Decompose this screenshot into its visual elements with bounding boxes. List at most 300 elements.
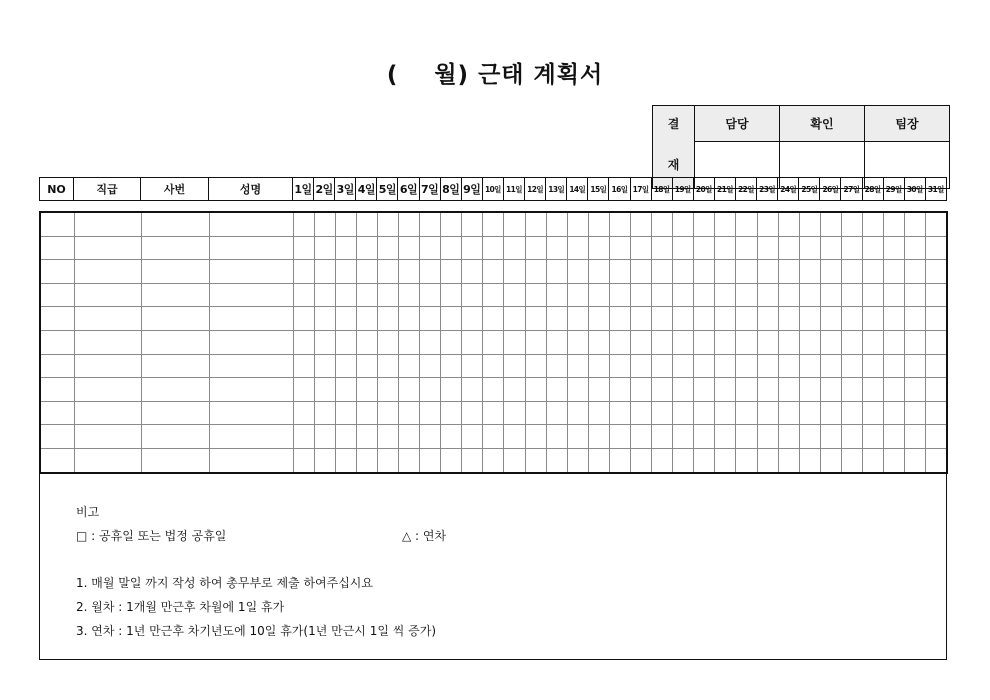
- grid-cell[interactable]: [778, 401, 799, 425]
- grid-cell[interactable]: [420, 425, 441, 449]
- grid-cell[interactable]: [504, 425, 525, 449]
- grid-cell[interactable]: [377, 236, 398, 260]
- grid-cell[interactable]: [356, 448, 377, 472]
- grid-cell[interactable]: [884, 212, 905, 236]
- grid-cell[interactable]: [314, 354, 335, 378]
- grid-cell[interactable]: [673, 448, 694, 472]
- grid-cell[interactable]: [314, 236, 335, 260]
- grid-cell[interactable]: [841, 260, 862, 284]
- grid-cell[interactable]: [525, 260, 546, 284]
- grid-cell[interactable]: [377, 307, 398, 331]
- grid-cell[interactable]: [462, 236, 483, 260]
- grid-cell[interactable]: [631, 425, 652, 449]
- grid-cell[interactable]: [377, 354, 398, 378]
- grid-cell[interactable]: [441, 378, 462, 402]
- grid-cell[interactable]: [799, 212, 820, 236]
- grid-cell[interactable]: [926, 354, 947, 378]
- grid-cell[interactable]: [398, 330, 419, 354]
- grid-cell[interactable]: [293, 212, 314, 236]
- grid-cell[interactable]: [926, 330, 947, 354]
- grid-cell[interactable]: [588, 378, 609, 402]
- grid-cell[interactable]: [74, 448, 141, 472]
- grid-cell[interactable]: [799, 236, 820, 260]
- grid-cell[interactable]: [462, 448, 483, 472]
- grid-cell[interactable]: [631, 354, 652, 378]
- grid-cell[interactable]: [631, 378, 652, 402]
- grid-cell[interactable]: [652, 354, 673, 378]
- grid-cell[interactable]: [778, 260, 799, 284]
- grid-cell[interactable]: [483, 425, 504, 449]
- grid-cell[interactable]: [778, 212, 799, 236]
- grid-cell[interactable]: [863, 260, 884, 284]
- grid-cell[interactable]: [609, 354, 630, 378]
- grid-cell[interactable]: [905, 260, 926, 284]
- grid-cell[interactable]: [778, 236, 799, 260]
- grid-cell[interactable]: [905, 236, 926, 260]
- grid-cell[interactable]: [420, 283, 441, 307]
- grid-cell[interactable]: [715, 260, 736, 284]
- grid-cell[interactable]: [778, 330, 799, 354]
- grid-cell[interactable]: [462, 212, 483, 236]
- grid-cell[interactable]: [335, 260, 356, 284]
- grid-cell[interactable]: [884, 401, 905, 425]
- grid-cell[interactable]: [40, 378, 74, 402]
- grid-cell[interactable]: [209, 354, 293, 378]
- grid-cell[interactable]: [441, 448, 462, 472]
- grid-cell[interactable]: [483, 236, 504, 260]
- grid-cell[interactable]: [609, 212, 630, 236]
- grid-cell[interactable]: [293, 401, 314, 425]
- grid-cell[interactable]: [335, 212, 356, 236]
- grid-cell[interactable]: [736, 283, 757, 307]
- grid-cell[interactable]: [546, 307, 567, 331]
- grid-cell[interactable]: [926, 378, 947, 402]
- grid-cell[interactable]: [631, 260, 652, 284]
- grid-cell[interactable]: [567, 236, 588, 260]
- grid-cell[interactable]: [546, 378, 567, 402]
- grid-cell[interactable]: [141, 330, 209, 354]
- grid-cell[interactable]: [841, 425, 862, 449]
- grid-cell[interactable]: [314, 260, 335, 284]
- grid-cell[interactable]: [841, 236, 862, 260]
- grid-cell[interactable]: [884, 236, 905, 260]
- grid-cell[interactable]: [841, 212, 862, 236]
- grid-cell[interactable]: [293, 307, 314, 331]
- grid-cell[interactable]: [652, 283, 673, 307]
- grid-cell[interactable]: [631, 212, 652, 236]
- grid-cell[interactable]: [926, 307, 947, 331]
- grid-cell[interactable]: [736, 236, 757, 260]
- grid-cell[interactable]: [74, 354, 141, 378]
- grid-cell[interactable]: [293, 354, 314, 378]
- grid-cell[interactable]: [926, 448, 947, 472]
- grid-cell[interactable]: [631, 236, 652, 260]
- grid-cell[interactable]: [398, 448, 419, 472]
- grid-cell[interactable]: [841, 307, 862, 331]
- grid-cell[interactable]: [757, 401, 778, 425]
- grid-cell[interactable]: [441, 401, 462, 425]
- grid-cell[interactable]: [631, 307, 652, 331]
- grid-cell[interactable]: [525, 448, 546, 472]
- grid-cell[interactable]: [209, 401, 293, 425]
- grid-cell[interactable]: [694, 236, 715, 260]
- grid-cell[interactable]: [546, 260, 567, 284]
- grid-cell[interactable]: [863, 354, 884, 378]
- grid-cell[interactable]: [905, 354, 926, 378]
- grid-cell[interactable]: [609, 260, 630, 284]
- grid-cell[interactable]: [504, 330, 525, 354]
- grid-cell[interactable]: [504, 401, 525, 425]
- grid-cell[interactable]: [420, 354, 441, 378]
- grid-cell[interactable]: [926, 283, 947, 307]
- grid-cell[interactable]: [799, 425, 820, 449]
- grid-cell[interactable]: [567, 283, 588, 307]
- grid-cell[interactable]: [504, 260, 525, 284]
- grid-cell[interactable]: [314, 378, 335, 402]
- grid-cell[interactable]: [884, 283, 905, 307]
- grid-cell[interactable]: [40, 307, 74, 331]
- grid-cell[interactable]: [141, 378, 209, 402]
- grid-cell[interactable]: [398, 354, 419, 378]
- grid-cell[interactable]: [609, 425, 630, 449]
- grid-cell[interactable]: [820, 260, 841, 284]
- grid-cell[interactable]: [209, 236, 293, 260]
- grid-cell[interactable]: [525, 354, 546, 378]
- grid-cell[interactable]: [546, 330, 567, 354]
- grid-cell[interactable]: [694, 283, 715, 307]
- grid-cell[interactable]: [652, 330, 673, 354]
- grid-cell[interactable]: [863, 378, 884, 402]
- grid-cell[interactable]: [715, 330, 736, 354]
- grid-cell[interactable]: [778, 307, 799, 331]
- grid-cell[interactable]: [398, 378, 419, 402]
- grid-cell[interactable]: [863, 283, 884, 307]
- grid-cell[interactable]: [820, 378, 841, 402]
- grid-cell[interactable]: [377, 330, 398, 354]
- grid-cell[interactable]: [40, 260, 74, 284]
- grid-cell[interactable]: [778, 283, 799, 307]
- grid-cell[interactable]: [504, 354, 525, 378]
- grid-cell[interactable]: [673, 330, 694, 354]
- grid-cell[interactable]: [356, 212, 377, 236]
- grid-cell[interactable]: [141, 236, 209, 260]
- grid-cell[interactable]: [588, 448, 609, 472]
- grid-cell[interactable]: [863, 401, 884, 425]
- grid-cell[interactable]: [588, 212, 609, 236]
- grid-cell[interactable]: [631, 330, 652, 354]
- grid-cell[interactable]: [905, 378, 926, 402]
- grid-cell[interactable]: [841, 448, 862, 472]
- grid-cell[interactable]: [609, 448, 630, 472]
- grid-cell[interactable]: [209, 212, 293, 236]
- grid-cell[interactable]: [673, 260, 694, 284]
- grid-cell[interactable]: [40, 425, 74, 449]
- grid-cell[interactable]: [40, 401, 74, 425]
- grid-cell[interactable]: [757, 260, 778, 284]
- grid-cell[interactable]: [673, 425, 694, 449]
- grid-cell[interactable]: [398, 401, 419, 425]
- grid-cell[interactable]: [462, 378, 483, 402]
- grid-cell[interactable]: [715, 307, 736, 331]
- grid-cell[interactable]: [736, 425, 757, 449]
- grid-cell[interactable]: [209, 307, 293, 331]
- grid-cell[interactable]: [293, 260, 314, 284]
- grid-cell[interactable]: [441, 354, 462, 378]
- grid-cell[interactable]: [799, 378, 820, 402]
- grid-cell[interactable]: [420, 448, 441, 472]
- grid-cell[interactable]: [377, 283, 398, 307]
- grid-cell[interactable]: [398, 307, 419, 331]
- grid-cell[interactable]: [441, 307, 462, 331]
- grid-cell[interactable]: [40, 212, 74, 236]
- grid-cell[interactable]: [567, 448, 588, 472]
- grid-cell[interactable]: [757, 236, 778, 260]
- grid-cell[interactable]: [546, 212, 567, 236]
- grid-cell[interactable]: [652, 236, 673, 260]
- grid-cell[interactable]: [356, 354, 377, 378]
- grid-cell[interactable]: [356, 260, 377, 284]
- grid-cell[interactable]: [504, 236, 525, 260]
- grid-cell[interactable]: [567, 425, 588, 449]
- grid-cell[interactable]: [377, 260, 398, 284]
- grid-cell[interactable]: [141, 401, 209, 425]
- grid-cell[interactable]: [74, 330, 141, 354]
- grid-cell[interactable]: [420, 330, 441, 354]
- grid-cell[interactable]: [483, 260, 504, 284]
- grid-cell[interactable]: [757, 307, 778, 331]
- grid-cell[interactable]: [462, 330, 483, 354]
- grid-cell[interactable]: [926, 425, 947, 449]
- grid-cell[interactable]: [40, 354, 74, 378]
- grid-cell[interactable]: [715, 212, 736, 236]
- grid-cell[interactable]: [74, 307, 141, 331]
- grid-cell[interactable]: [905, 425, 926, 449]
- grid-cell[interactable]: [757, 354, 778, 378]
- grid-cell[interactable]: [141, 448, 209, 472]
- grid-cell[interactable]: [567, 212, 588, 236]
- grid-cell[interactable]: [293, 236, 314, 260]
- grid-cell[interactable]: [673, 354, 694, 378]
- grid-cell[interactable]: [483, 307, 504, 331]
- grid-cell[interactable]: [293, 448, 314, 472]
- grid-cell[interactable]: [736, 260, 757, 284]
- grid-cell[interactable]: [757, 283, 778, 307]
- grid-cell[interactable]: [609, 236, 630, 260]
- grid-cell[interactable]: [314, 212, 335, 236]
- grid-cell[interactable]: [483, 354, 504, 378]
- grid-cell[interactable]: [441, 236, 462, 260]
- grid-cell[interactable]: [504, 448, 525, 472]
- grid-cell[interactable]: [736, 330, 757, 354]
- grid-cell[interactable]: [715, 401, 736, 425]
- grid-cell[interactable]: [673, 212, 694, 236]
- grid-cell[interactable]: [715, 378, 736, 402]
- grid-cell[interactable]: [525, 283, 546, 307]
- grid-cell[interactable]: [757, 448, 778, 472]
- grid-cell[interactable]: [335, 401, 356, 425]
- grid-cell[interactable]: [141, 283, 209, 307]
- grid-cell[interactable]: [609, 401, 630, 425]
- grid-cell[interactable]: [884, 330, 905, 354]
- grid-cell[interactable]: [335, 307, 356, 331]
- grid-cell[interactable]: [293, 425, 314, 449]
- grid-cell[interactable]: [863, 236, 884, 260]
- grid-cell[interactable]: [694, 448, 715, 472]
- grid-cell[interactable]: [799, 283, 820, 307]
- grid-cell[interactable]: [652, 401, 673, 425]
- grid-cell[interactable]: [694, 307, 715, 331]
- grid-cell[interactable]: [652, 307, 673, 331]
- grid-cell[interactable]: [40, 283, 74, 307]
- grid-cell[interactable]: [314, 307, 335, 331]
- grid-cell[interactable]: [335, 236, 356, 260]
- grid-cell[interactable]: [799, 260, 820, 284]
- grid-cell[interactable]: [462, 260, 483, 284]
- grid-cell[interactable]: [905, 401, 926, 425]
- grid-cell[interactable]: [863, 448, 884, 472]
- grid-cell[interactable]: [74, 425, 141, 449]
- grid-cell[interactable]: [820, 307, 841, 331]
- grid-cell[interactable]: [631, 283, 652, 307]
- grid-cell[interactable]: [884, 448, 905, 472]
- grid-cell[interactable]: [209, 330, 293, 354]
- grid-cell[interactable]: [293, 283, 314, 307]
- grid-cell[interactable]: [863, 425, 884, 449]
- grid-cell[interactable]: [820, 212, 841, 236]
- grid-cell[interactable]: [736, 307, 757, 331]
- grid-cell[interactable]: [884, 307, 905, 331]
- grid-cell[interactable]: [483, 401, 504, 425]
- grid-cell[interactable]: [546, 448, 567, 472]
- grid-cell[interactable]: [715, 425, 736, 449]
- grid-cell[interactable]: [778, 448, 799, 472]
- grid-cell[interactable]: [673, 283, 694, 307]
- grid-cell[interactable]: [441, 425, 462, 449]
- grid-cell[interactable]: [926, 236, 947, 260]
- grid-cell[interactable]: [694, 330, 715, 354]
- grid-cell[interactable]: [504, 283, 525, 307]
- grid-cell[interactable]: [926, 212, 947, 236]
- grid-cell[interactable]: [609, 378, 630, 402]
- grid-cell[interactable]: [462, 401, 483, 425]
- grid-cell[interactable]: [314, 401, 335, 425]
- grid-cell[interactable]: [757, 212, 778, 236]
- grid-cell[interactable]: [694, 354, 715, 378]
- grid-cell[interactable]: [588, 401, 609, 425]
- grid-cell[interactable]: [652, 260, 673, 284]
- grid-cell[interactable]: [820, 236, 841, 260]
- grid-cell[interactable]: [884, 354, 905, 378]
- grid-cell[interactable]: [314, 448, 335, 472]
- grid-cell[interactable]: [74, 236, 141, 260]
- grid-cell[interactable]: [209, 283, 293, 307]
- grid-cell[interactable]: [863, 307, 884, 331]
- grid-cell[interactable]: [588, 283, 609, 307]
- grid-cell[interactable]: [820, 283, 841, 307]
- grid-cell[interactable]: [736, 212, 757, 236]
- grid-cell[interactable]: [905, 212, 926, 236]
- grid-cell[interactable]: [525, 425, 546, 449]
- grid-cell[interactable]: [588, 236, 609, 260]
- grid-cell[interactable]: [820, 448, 841, 472]
- grid-cell[interactable]: [631, 448, 652, 472]
- grid-cell[interactable]: [335, 330, 356, 354]
- grid-cell[interactable]: [694, 260, 715, 284]
- grid-cell[interactable]: [209, 425, 293, 449]
- grid-cell[interactable]: [863, 212, 884, 236]
- grid-cell[interactable]: [525, 401, 546, 425]
- grid-cell[interactable]: [525, 378, 546, 402]
- grid-cell[interactable]: [673, 401, 694, 425]
- grid-cell[interactable]: [715, 236, 736, 260]
- grid-cell[interactable]: [74, 401, 141, 425]
- grid-cell[interactable]: [757, 425, 778, 449]
- grid-cell[interactable]: [293, 330, 314, 354]
- grid-cell[interactable]: [694, 401, 715, 425]
- grid-cell[interactable]: [652, 425, 673, 449]
- grid-cell[interactable]: [820, 401, 841, 425]
- grid-cell[interactable]: [462, 307, 483, 331]
- grid-cell[interactable]: [588, 330, 609, 354]
- grid-cell[interactable]: [398, 212, 419, 236]
- grid-cell[interactable]: [820, 330, 841, 354]
- grid-cell[interactable]: [40, 236, 74, 260]
- grid-cell[interactable]: [525, 212, 546, 236]
- grid-cell[interactable]: [567, 378, 588, 402]
- grid-cell[interactable]: [673, 378, 694, 402]
- grid-cell[interactable]: [483, 378, 504, 402]
- grid-cell[interactable]: [799, 448, 820, 472]
- grid-cell[interactable]: [609, 283, 630, 307]
- grid-cell[interactable]: [673, 236, 694, 260]
- grid-cell[interactable]: [335, 354, 356, 378]
- grid-cell[interactable]: [694, 425, 715, 449]
- grid-cell[interactable]: [356, 378, 377, 402]
- grid-cell[interactable]: [778, 378, 799, 402]
- grid-cell[interactable]: [567, 401, 588, 425]
- grid-cell[interactable]: [736, 378, 757, 402]
- grid-cell[interactable]: [398, 283, 419, 307]
- grid-cell[interactable]: [141, 425, 209, 449]
- grid-cell[interactable]: [141, 260, 209, 284]
- grid-cell[interactable]: [799, 354, 820, 378]
- grid-cell[interactable]: [420, 212, 441, 236]
- grid-cell[interactable]: [884, 378, 905, 402]
- grid-cell[interactable]: [356, 283, 377, 307]
- grid-cell[interactable]: [905, 283, 926, 307]
- grid-cell[interactable]: [209, 260, 293, 284]
- grid-cell[interactable]: [799, 330, 820, 354]
- grid-cell[interactable]: [40, 330, 74, 354]
- grid-cell[interactable]: [504, 212, 525, 236]
- grid-cell[interactable]: [926, 401, 947, 425]
- grid-cell[interactable]: [588, 425, 609, 449]
- grid-cell[interactable]: [673, 307, 694, 331]
- grid-cell[interactable]: [335, 283, 356, 307]
- grid-cell[interactable]: [398, 425, 419, 449]
- grid-cell[interactable]: [209, 378, 293, 402]
- grid-cell[interactable]: [799, 401, 820, 425]
- grid-cell[interactable]: [694, 212, 715, 236]
- grid-cell[interactable]: [736, 354, 757, 378]
- grid-cell[interactable]: [588, 307, 609, 331]
- grid-cell[interactable]: [74, 260, 141, 284]
- grid-cell[interactable]: [546, 236, 567, 260]
- grid-cell[interactable]: [314, 283, 335, 307]
- grid-cell[interactable]: [356, 330, 377, 354]
- grid-cell[interactable]: [841, 330, 862, 354]
- grid-cell[interactable]: [652, 212, 673, 236]
